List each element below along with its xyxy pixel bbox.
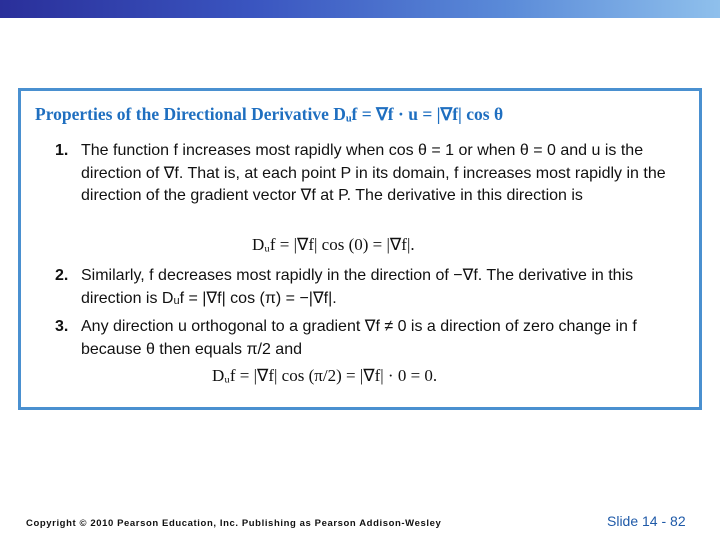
equation-3: Dᵤf = |∇f| cos (π/2) = |∇f| · 0 = 0. [212,366,438,385]
box-title: Properties of the Directional Derivative Dᵤf = ∇f · u = |∇f| cos θ [35,104,504,124]
list-item-1 [55,140,685,208]
copyright-text: Copyright © 2010 Pearson Education, Inc. Publishing as Pearson Addison-Wesley [26,518,442,529]
item-number: 1. [55,142,69,159]
item-text: Similarly, f decreases most rapidly in the direction of −∇f. The derivative in this direction is Dᵤf = |∇f| cos (π) = −|∇f|. [81,267,634,307]
slide-number: Slide 14 - 82 [607,513,686,529]
header-gradient-bar [0,0,720,18]
list-item-2 [55,265,685,310]
item-number: 2. [55,267,69,284]
item-text: Any direction u orthogonal to a gradient ∇f ≠ 0 is a direction of zero change in f because θ then equals π/2 and [81,318,637,358]
equation-1: Dᵤf = |∇f| cos (0) = |∇f|. [252,235,415,254]
item-text: The function f increases most rapidly when cos θ = 1 or when θ = 0 and u is the direction of ∇f. That is, at each point P in its domain, f increases most rapidly in the direction of the gradient vector ∇f at P. The derivative in this direction is [81,142,666,204]
item-number: 3. [55,318,69,335]
list-item-3 [55,316,685,361]
